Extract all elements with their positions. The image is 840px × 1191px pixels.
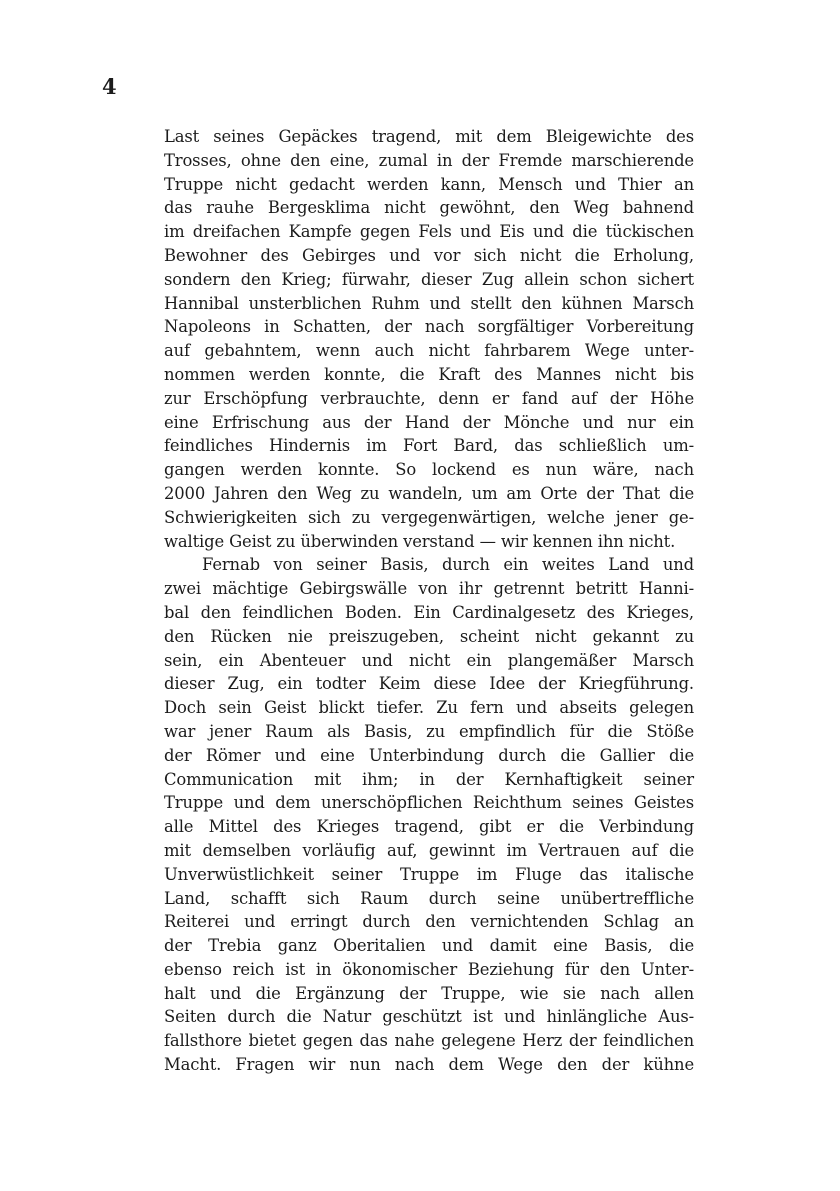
text-line: Communication mit ihm; in der Kernhaftigkeit seiner	[164, 769, 694, 789]
text-line: Trosses, ohne den eine, zumal in der Fremde marschierende	[164, 150, 694, 170]
text-line: Doch sein Geist blickt tiefer. Zu fern und abseits gelegen	[164, 698, 694, 718]
text-line: im dreifachen Kampfe gegen Fels und Eis und die tückischen	[164, 222, 694, 242]
text-line: Reiterei und erringt durch den vernichtenden Schlag an	[164, 912, 694, 932]
text-line: bal den feindlichen Boden. Ein Cardinalgesetz des Krieges,	[164, 602, 694, 622]
text-line: zwei mächtige Gebirgswälle von ihr getrennt betritt Hanni-	[164, 579, 694, 599]
text-line: Unverwüstlichkeit seiner Truppe im Fluge das italische	[164, 864, 694, 884]
text-line: Truppe und dem unerschöpflichen Reichthum seines Geistes	[164, 793, 694, 813]
text-line: Last seines Gepäckes tragend, mit dem Bleigewichte des	[164, 127, 694, 146]
paragraph-start-line: Fernab von seiner Basis, durch ein weites Land und	[202, 555, 694, 575]
text-line: Hannibal unsterblichen Ruhm und stellt den kühnen Marsch	[164, 293, 694, 313]
text-line: mit demselben vorläufig auf, gewinnt im Vertrauen auf die	[164, 840, 694, 860]
text-line: fallsthore bietet gegen das nahe gelegene Herz der feindlichen	[164, 1031, 694, 1051]
text-line: halt und die Ergänzung der Truppe, wie sie nach allen	[164, 983, 694, 1003]
text-line: dieser Zug, ein todter Keim diese Idee der Kriegführung.	[164, 674, 694, 694]
paragraph-end-line: waltige Geist zu überwinden verstand — wir kennen ihn nicht.	[164, 531, 676, 551]
body-text	[164, 125, 694, 1077]
text-line: der Römer und eine Unterbindung durch die Gallier die	[164, 745, 694, 765]
text-line: alle Mittel des Krieges tragend, gibt er die Verbindung	[164, 817, 694, 837]
text-line: Land, schafft sich Raum durch seine unübertreffliche	[164, 888, 694, 908]
text-line: den Rücken nie preiszugeben, scheint nicht gekannt zu	[164, 626, 694, 646]
text-line: Schwierigkeiten sich zu vergegenwärtigen, welche jener ge-	[164, 507, 694, 527]
text-line: sein, ein Abenteuer und nicht ein plangemäßer Marsch	[164, 650, 694, 670]
text-line: Macht. Fragen wir nun nach dem Wege den der kühne	[164, 1055, 694, 1075]
text-line: zur Erschöpfung verbrauchte, denn er fand auf der Höhe	[164, 388, 694, 408]
text-line: feindliches Hindernis im Fort Bard, das schließlich um-	[164, 436, 694, 456]
text-line: ebenso reich ist in ökonomischer Beziehung für den Unter-	[164, 959, 694, 979]
text-line: war jener Raum als Basis, zu empfindlich für die Stöße	[164, 721, 694, 741]
text-line: nommen werden konnte, die Kraft des Mannes nicht bis	[164, 364, 694, 384]
text-line: Seiten durch die Natur geschützt ist und hinlängliche Aus-	[164, 1007, 694, 1027]
text-line: sondern den Krieg; fürwahr, dieser Zug allein schon sichert	[164, 269, 694, 289]
text-line: Napoleons in Schatten, der nach sorgfältiger Vorbereitung	[164, 317, 694, 337]
text-line: Bewohner des Gebirges und vor sich nicht die Erholung,	[164, 245, 694, 265]
page-number: 4	[102, 74, 117, 99]
text-line: gangen werden konnte. So lockend es nun wäre, nach	[164, 460, 694, 480]
text-line: der Trebia ganz Oberitalien und damit eine Basis, die	[164, 936, 694, 956]
text-line: auf gebahntem, wenn auch nicht fahrbarem Wege unter-	[164, 341, 694, 361]
text-line: eine Erfrischung aus der Hand der Mönche und nur ein	[164, 412, 694, 432]
text-line: das rauhe Bergesklima nicht gewöhnt, den Weg bahnend	[164, 198, 694, 218]
text-line: 2000 Jahren den Weg zu wandeln, um am Orte der That die	[164, 483, 694, 503]
text-line: Truppe nicht gedacht werden kann, Mensch und Thier an	[164, 174, 694, 194]
